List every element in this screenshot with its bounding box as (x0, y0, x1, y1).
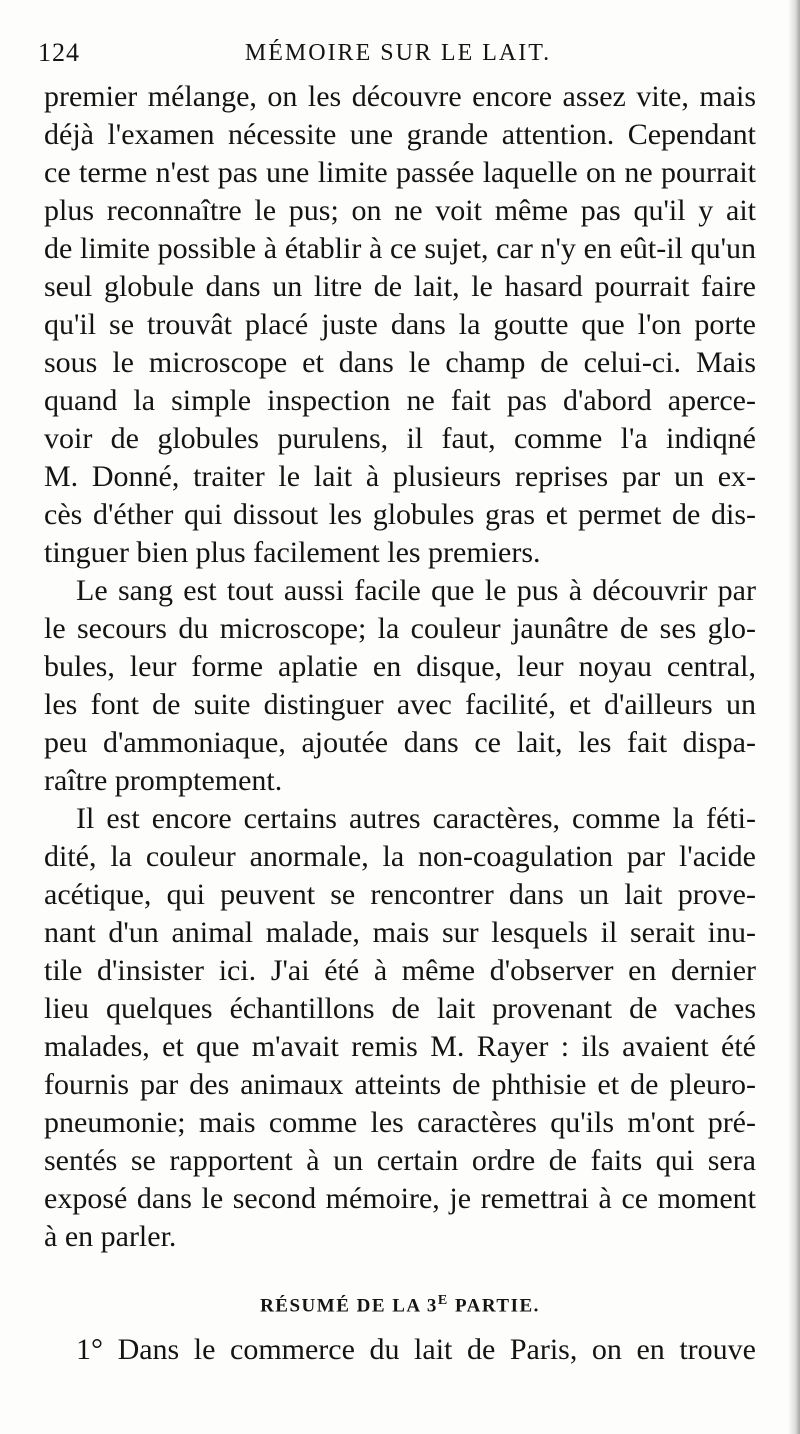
text-line: pneumonie; mais comme les caractères qu'ils m'ont pré- (44, 1106, 756, 1139)
text-line: plus reconnaître le pus; on ne voit même pas qu'il y ait (44, 194, 756, 227)
page-number: 124 (38, 38, 80, 67)
page-header (38, 38, 758, 78)
text-line: qu'il se trouvât placé juste dans la goutte que l'on porte (44, 308, 756, 341)
text-line: Le sang est tout aussi facile que le pus à découvrir par (76, 574, 756, 607)
text-line: malades, et que m'avait remis M. Rayer : ils avaient été (44, 1030, 756, 1063)
text-line: bules, leur forme aplatie en disque, leur noyau central, (44, 650, 756, 683)
section-heading (44, 1272, 756, 1330)
text-line: à en parler. (44, 1220, 177, 1253)
text-line: voir de globules purulens, il faut, comme l'a indiqné (44, 422, 756, 455)
text-line: cès d'éther qui dissout les globules gras et permet de dis- (44, 498, 756, 531)
text-line: peu d'ammoniaque, ajoutée dans ce lait, les fait dispa- (44, 726, 756, 759)
text-line: acétique, qui peuvent se rencontrer dans un lait prove- (44, 878, 756, 911)
text-line: raître promptement. (44, 764, 283, 797)
section-heading-suffix: PARTIE. (448, 1295, 540, 1317)
text-line: Il est encore certains autres caractères, comme la féti- (76, 802, 756, 835)
section-heading-superscript: E (437, 1293, 449, 1308)
text-line: le secours du microscope; la couleur jaunâtre de ses glo- (44, 612, 756, 645)
text-line: M. Donné, traiter le lait à plusieurs reprises par un ex- (44, 460, 756, 493)
text-line: fournis par des animaux atteints de phthisie et de pleuro- (44, 1068, 756, 1101)
text-line: sentés se rapportent à un certain ordre de faits qui sera (44, 1144, 756, 1177)
text-line: lieu quelques échantillons de lait provenant de vaches (44, 992, 756, 1025)
text-line: sous le microscope et dans le champ de celui-ci. Mais (44, 346, 756, 379)
summary-first-line: 1° Dans le commerce du lait de Paris, on en trouve (76, 1333, 756, 1366)
section-heading-prefix: RÉSUMÉ DE LA 3 (260, 1295, 438, 1317)
text-line: dité, la couleur anormale, la non-coagulation par l'acide (44, 840, 756, 873)
text-line: tile d'insister ici. J'ai été à même d'observer en dernier (44, 954, 756, 987)
text-line: tinguer bien plus facilement les premiers. (44, 536, 541, 569)
text-line: exposé dans le second mémoire, je remettrai à ce moment (44, 1182, 756, 1215)
text-line: ce terme n'est pas une limite passée laquelle on ne pourrait (44, 156, 756, 189)
text-line: premier mélange, on les découvre encore assez vite, mais (44, 80, 756, 113)
paragraph-pus (44, 78, 756, 572)
text-line: de limite possible à établir à ce sujet, car n'y en eût-il qu'un (44, 232, 756, 265)
text-line: quand la simple inspection ne fait pas d'abord aperce- (44, 384, 756, 417)
page-edge-shadow (788, 0, 800, 1434)
running-title: MÉMOIRE SUR LE LAIT. (244, 40, 552, 66)
paragraph-caracteres (44, 800, 756, 1256)
text-line: déjà l'examen nécessite une grande attention. Cependant (44, 118, 756, 151)
text-line: nant d'un animal malade, mais sur lesquels il serait inu- (44, 916, 756, 949)
text-line: les font de suite distinguer avec facilité, et d'ailleurs un (44, 688, 756, 721)
text-line: seul globule dans un litre de lait, le hasard pourrait faire (44, 270, 756, 303)
body-text (44, 78, 756, 1370)
paragraph-sang (44, 572, 756, 800)
